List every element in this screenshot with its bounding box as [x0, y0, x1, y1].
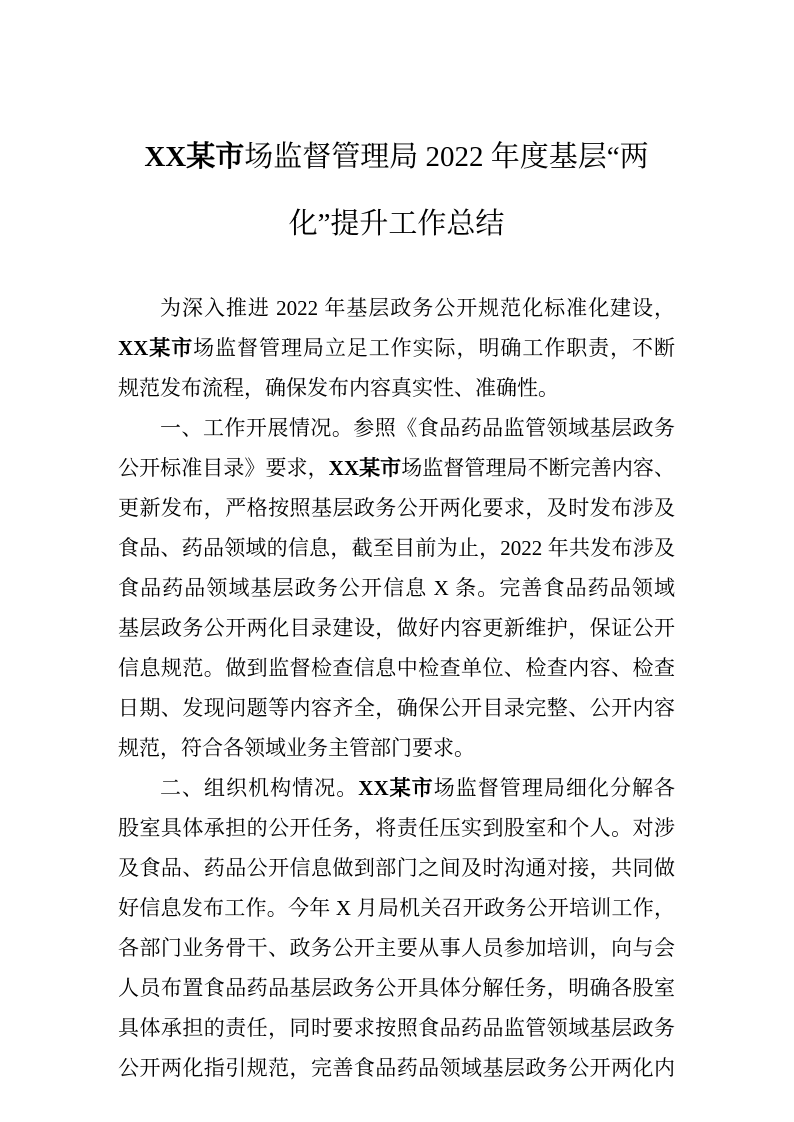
org-placeholder-bold-run: XX某市 — [358, 776, 434, 800]
text-run: 更新发布，严格按照基层政务公开两化要求，及时发布涉及 — [118, 496, 675, 520]
body-line — [118, 328, 675, 368]
body-line — [118, 888, 675, 928]
text-run: 日期、发现问题等内容齐全，确保公开目录完整、公开内容 — [118, 696, 675, 720]
body-line — [118, 728, 675, 768]
text-run: 好信息发布工作。今年 X 月局机关召开政务公开培训工作， — [118, 896, 675, 920]
text-run: 各部门业务骨干、政务公开主要从事人员参加培训，向与会 — [118, 936, 675, 960]
text-run: 及食品、药品公开信息做到部门之间及时沟通对接，共同做 — [118, 856, 675, 880]
document-title — [118, 0, 675, 258]
body-line — [118, 928, 675, 968]
body-line — [118, 568, 675, 608]
text-run: 规范，符合各领域业务主管部门要求。 — [118, 736, 475, 760]
org-placeholder-bold-run: XX某市 — [328, 456, 402, 480]
title-line-2 — [118, 191, 675, 258]
title-org-placeholder: XX某市 — [144, 141, 245, 173]
text-run: 二、组织机构情况。 — [160, 776, 359, 800]
document-body — [118, 288, 675, 1088]
body-line — [118, 368, 675, 408]
text-run: 具体承担的责任，同时要求按照食品药品监管领域基层政务 — [118, 1016, 675, 1040]
body-line — [118, 968, 675, 1008]
body-line — [118, 608, 675, 648]
body-line — [118, 528, 675, 568]
body-line — [118, 1008, 675, 1048]
text-run: 股室具体承担的公开任务，将责任压实到股室和个人。对涉 — [118, 816, 675, 840]
text-run: 信息规范。做到监督检查信息中检查单位、检查内容、检查 — [118, 656, 675, 680]
text-run: 人员布置食品药品基层政务公开具体分解任务，明确各股室 — [118, 976, 675, 1000]
body-line — [118, 648, 675, 688]
body-line — [118, 768, 675, 808]
text-run: 食品、药品领域的信息，截至目前为止，2022 年共发布涉及 — [118, 536, 675, 560]
body-line — [118, 808, 675, 848]
body-line — [118, 688, 675, 728]
body-line — [118, 848, 675, 888]
title-text: 场监督管理局 2022 年度基层“两 — [244, 141, 649, 173]
body-line — [118, 1048, 675, 1088]
text-run: 场监督管理局细化分解各 — [433, 776, 676, 800]
text-run: 公开标准目录》要求， — [118, 456, 329, 480]
text-run: 场监督管理局立足工作实际，明确工作职责，不断 — [193, 336, 675, 360]
body-line — [118, 408, 675, 448]
body-line — [118, 448, 675, 488]
text-run: 为深入推进 2022 年基层政务公开规范化标准化建设， — [160, 296, 675, 320]
text-run: 基层政务公开两化目录建设，做好内容更新维护，保证公开 — [118, 616, 675, 640]
org-placeholder-bold-run: XX某市 — [118, 336, 194, 360]
text-run: 规范发布流程，确保发布内容真实性、准确性。 — [118, 376, 559, 400]
text-run: 一、工作开展情况。参照《食品药品监管领域基层政务 — [160, 416, 675, 440]
title-text: 化”提升工作总结 — [288, 208, 505, 240]
text-run: 公开两化指引规范，完善食品药品领域基层政务公开两化内 — [118, 1056, 675, 1080]
body-line — [118, 488, 675, 528]
text-run: 食品药品领域基层政务公开信息 X 条。完善食品药品领域 — [118, 576, 675, 600]
text-run: 场监督管理局不断完善内容、 — [401, 456, 675, 480]
body-line — [118, 288, 675, 328]
title-line-1 — [118, 124, 675, 191]
